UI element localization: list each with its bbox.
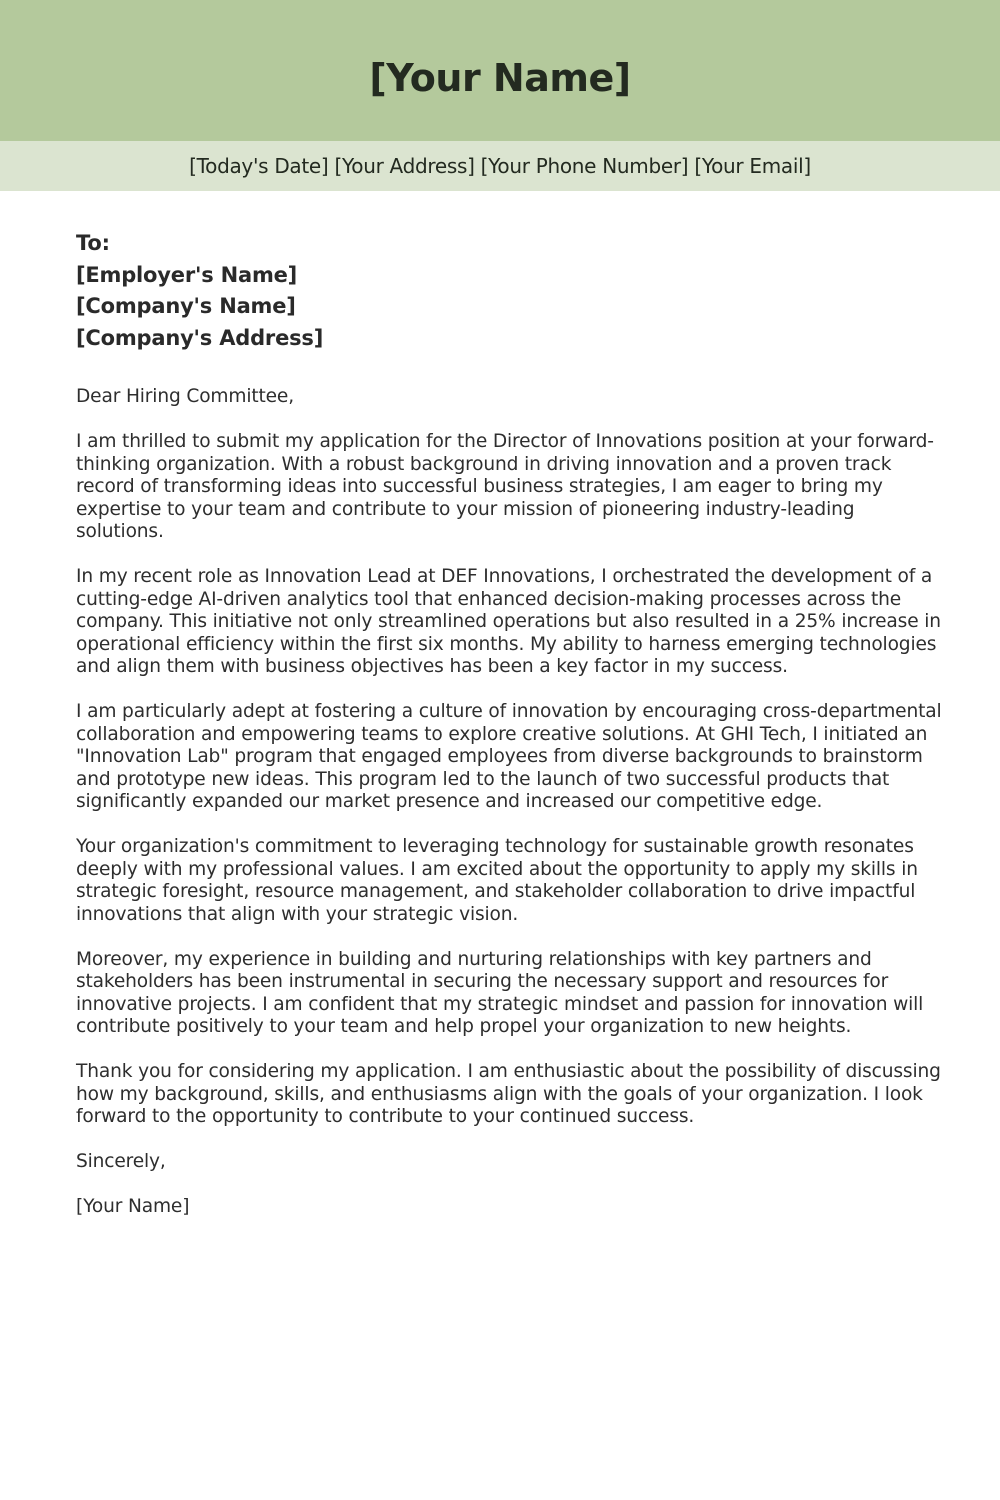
letter-content: [76, 228, 946, 1241]
body-paragraph: Moreover, my experience in building and nurturing relationships with key partners and stakeholders has been instrumental in securing the necessary support and resources for innovative projects. I am confident that my strategic mindset and passion for innovation will contribute positively to your team and help propel your organization to new heights.: [76, 948, 924, 1037]
signature: [Your Name]: [76, 1196, 190, 1217]
body-paragraph: I am particularly adept at fostering a culture of innovation by encouraging cross-departmental collaboration and empowering teams to explore creative solutions. At GHI Tech, I initiated an "Innovation Lab" program that engaged employees from diverse backgrounds to brainstorm and prototype new ideas. This program led to the launch of two successful products that significantly expanded our market presence and increased our competitive edge.: [76, 701, 942, 812]
contact-line: [Today's Date] [Your Address] [Your Phone Number] [Your Email]: [189, 154, 811, 178]
recipient-label: To:: [76, 231, 110, 255]
employer-name: [Employer's Name]: [76, 262, 298, 287]
body-paragraph: Your organization's commitment to leveraging technology for sustainable growth resonates deeply with my professional values. I am excited about the opportunity to apply my skills in strategic foresight, resource management, and stakeholder collaboration to drive impactful innovations that align with your strategic vision.: [76, 836, 918, 925]
letter-header: [0, 0, 1000, 141]
sender-name: [Your Name]: [369, 55, 631, 100]
company-name: [Company's Name]: [76, 294, 296, 318]
salutation: Dear Hiring Committee,: [76, 386, 294, 407]
letter-body: [76, 386, 946, 1219]
body-paragraph: In my recent role as Innovation Lead at DEF Innovations, I orchestrated the development of a cutting-edge AI-driven analytics tool that enhanced decision-making processes across the company. This initiative not only streamlined operations but also resulted in a 25% increase in operational efficiency within the first six months. My ability to harness emerging technologies and align them with business objectives has been a key factor in my success.: [76, 566, 941, 677]
body-paragraph: Thank you for considering my application. I am enthusiastic about the possibility of discussing how my background, skills, and enthusiasms align with the goals of your organization. I look forward to the opportunity to contribute to your continued success.: [76, 1061, 941, 1127]
contact-bar: [0, 141, 1000, 191]
body-paragraph: I am thrilled to submit my application for the Director of Innovations position at your forward-thinking organization. With a robust background in driving innovation and a proven track record of transforming ideas into successful business strategies, I am eager to bring my expertise to your team and contribute to your mission of pioneering industry-leading solutions.: [76, 431, 934, 542]
recipient-block: [76, 228, 946, 354]
company-address: [Company's Address]: [76, 325, 324, 350]
closing: Sincerely,: [76, 1151, 166, 1172]
